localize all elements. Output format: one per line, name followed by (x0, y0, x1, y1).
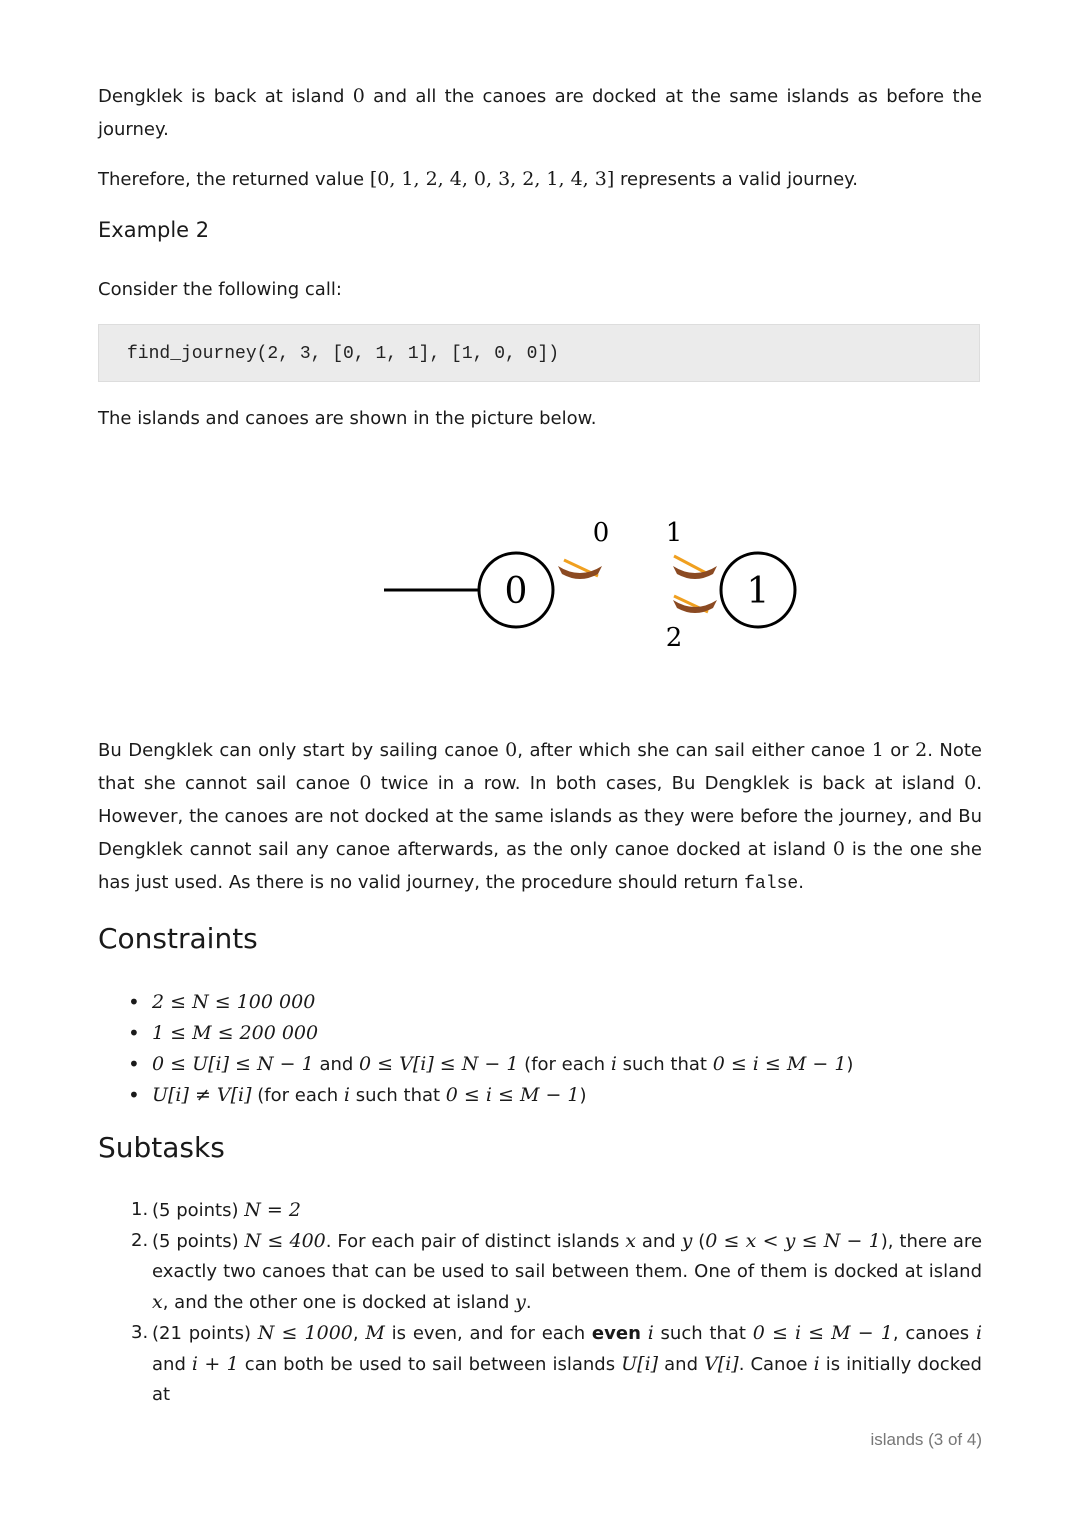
paragraph-valid-journey: Therefore, the returned value [0, 1, 2, 4, 0, 3, 2, 1, 4, 3] represents a valid journey. (98, 168, 858, 190)
canoe-1-label: 1 (665, 518, 683, 548)
constraints-heading: Constraints (98, 922, 258, 955)
list-item: 1. (5 points) N = 2 (131, 1199, 301, 1221)
list-item: • 0 ≤ U[i] ≤ N − 1 and 0 ≤ V[i] ≤ N − 1 (for each i such that 0 ≤ i ≤ M − 1) (98, 1049, 982, 1080)
list-item: • 1 ≤ M ≤ 200 000 (98, 1018, 982, 1049)
canoe-2-label: 2 (665, 623, 683, 653)
subtasks-heading: Subtasks (98, 1131, 225, 1164)
canoe-0-icon (558, 560, 602, 579)
paragraph-picture-intro: The islands and canoes are shown in the picture below. (98, 408, 597, 429)
island-0-label: 0 (504, 571, 528, 612)
canoe-2-icon (673, 596, 717, 613)
canoe-1-icon (673, 556, 717, 579)
code-block: find_journey(2, 3, [0, 1, 1], [1, 0, 0]) (98, 324, 980, 382)
paragraph-journey-end: Dengklek is back at island 0 and all the canoes are docked at the same islands as before the journey. (98, 85, 982, 140)
canoe-0-label: 0 (592, 518, 610, 548)
list-item: 3. (21 points) N ≤ 1000, M is even, and for each even i such that 0 ≤ i ≤ M − 1, canoes i and i + 1 can both be used to sail between islands U[i] and V[i]. Canoe i is initially docked at (131, 1322, 983, 1405)
subtasks-list (98, 1195, 982, 1410)
page-footer: islands (3 of 4) (870, 1430, 982, 1449)
island-1-label: 1 (746, 571, 770, 612)
paragraph-explanation: Bu Dengklek can only start by sailing canoe 0, after which she can sail either canoe 1 or 2. Note that she cannot sail canoe 0 twice in a row. In both cases, Bu Dengklek is back at island 0. However, the canoes are not docked at the same islands as they were before the journey, and Bu Dengklek cannot sail any canoe afterwards, as the only canoe docked at island 0 is the one she has just used. As there is no valid journey, the procedure should return false. (98, 739, 982, 894)
list-item: • U[i] ≠ V[i] (for each i such that 0 ≤ i ≤ M − 1) (98, 1080, 982, 1111)
math-returned-value: [0, 1, 2, 4, 0, 3, 2, 1, 4, 3] (369, 168, 615, 190)
islands-canoes-diagram (368, 508, 770, 658)
paragraph-consider-call: Consider the following call: (98, 279, 342, 300)
example-heading: Example 2 (98, 218, 210, 242)
constraints-list (98, 987, 982, 1111)
list-item: 2. (5 points) N ≤ 400. For each pair of distinct islands x and y (0 ≤ x < y ≤ N − 1), there are exactly two canoes that can be used to sail between them. One of them is docked at island x, and the other one is docked at island y. (131, 1230, 983, 1313)
list-item: • 2 ≤ N ≤ 100 000 (98, 987, 982, 1018)
